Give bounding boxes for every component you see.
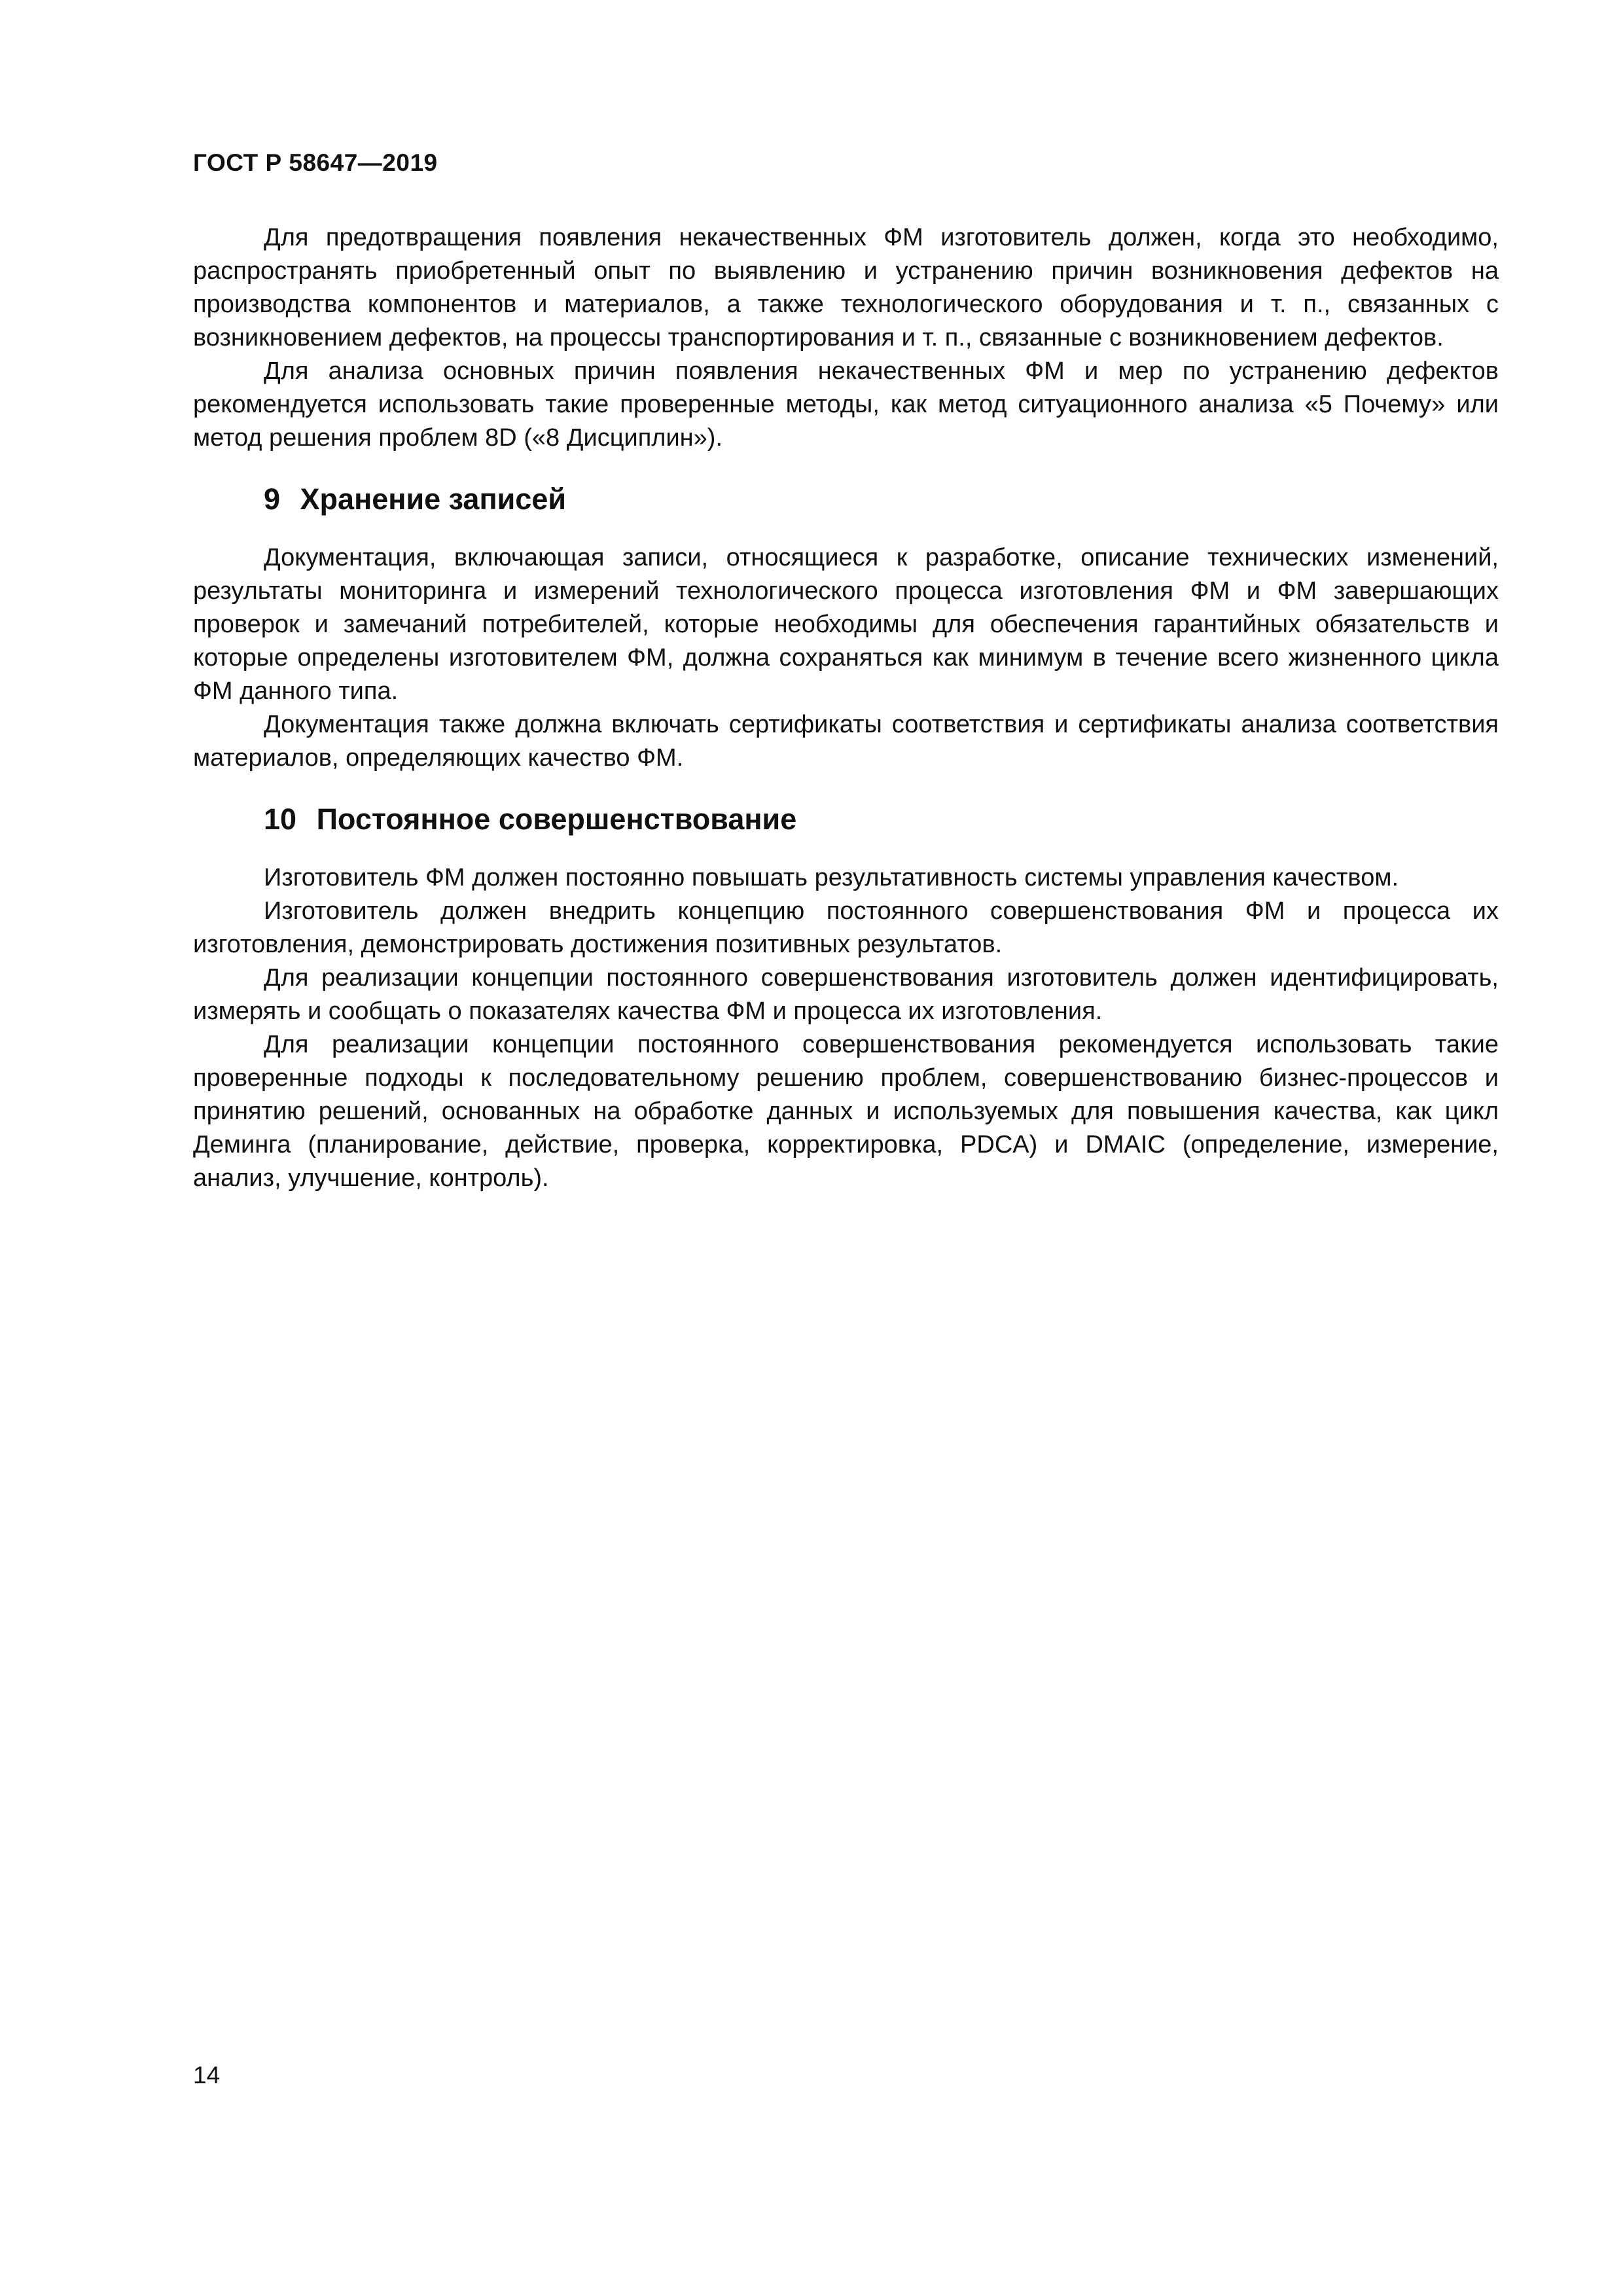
document-body	[193, 221, 1499, 1195]
section-10-paragraph-4: Для реализации концепции постоянного совершенствования рекомендуется использовать такие проверенные подходы к последовательному решению проблем, совершенствованию бизнес-процессов и принятию решений, основанных на обработке данных и используемых для повышения качества, как цикл Деминга (планирование, действие, проверка, корректировка, PDCA) и DMAIC (определение, измерение, анализ, улучшение, контроль).	[193, 1031, 1499, 1192]
section-9-paragraph-2: Документация также должна включать сертификаты соответствия и сертификаты анализа соответствия материалов, определяющих качество ФМ.	[193, 711, 1499, 772]
document-code: ГОСТ Р 58647—2019	[193, 149, 438, 176]
section-9-title: Хранение записей	[300, 482, 567, 516]
page-number: 14	[193, 2062, 221, 2089]
section-10-paragraph-2: Изготовитель должен внедрить концепцию постоянного совершенствования ФМ и процесса их изготовления, демонстрировать достижения позитивных результатов.	[193, 897, 1499, 958]
section-10-number: 10	[264, 802, 297, 836]
section-9-heading	[264, 480, 1499, 519]
intro-paragraph-2: Для анализа основных причин появления некачественных ФМ и мер по устранению дефектов рекомендуется использовать такие проверенные методы, как метод ситуационного анализа «5 Почему» или метод решения проблем 8D («8 Дисциплин»).	[193, 357, 1499, 452]
section-10-paragraph-3: Для реализации концепции постоянного совершенствования изготовитель должен идентифицировать, измерять и сообщать о показателях качества ФМ и процесса их изготовления.	[193, 964, 1499, 1025]
section-9-number: 9	[264, 482, 281, 516]
section-10-paragraph-1: Изготовитель ФМ должен постоянно повышать результативность системы управления качеством.	[264, 864, 1399, 891]
section-10-heading	[264, 800, 1499, 839]
intro-paragraph-1: Для предотвращения появления некачественных ФМ изготовитель должен, когда это необходимо, распространять приобретенный опыт по выявлению и устранению причин возникновения дефектов на производства компонентов и материалов, а также технологического оборудования и т. п., связанных с возникновением дефектов, на процессы транспортирования и т. п., связанные с возникновением дефектов.	[193, 224, 1499, 351]
section-10-title: Постоянное совершенствование	[316, 802, 797, 836]
section-9-paragraph-1: Документация, включающая записи, относящиеся к разработке, описание технических изменений, результаты мониторинга и измерений технологического процесса изготовления ФМ и ФМ завершающих проверок и замечаний потребителей, которые необходимы для обеспечения гарантийных обязательств и которые определены изготовителем ФМ, должна сохраняться как минимум в течение всего жизненного цикла ФМ данного типа.	[193, 544, 1499, 705]
